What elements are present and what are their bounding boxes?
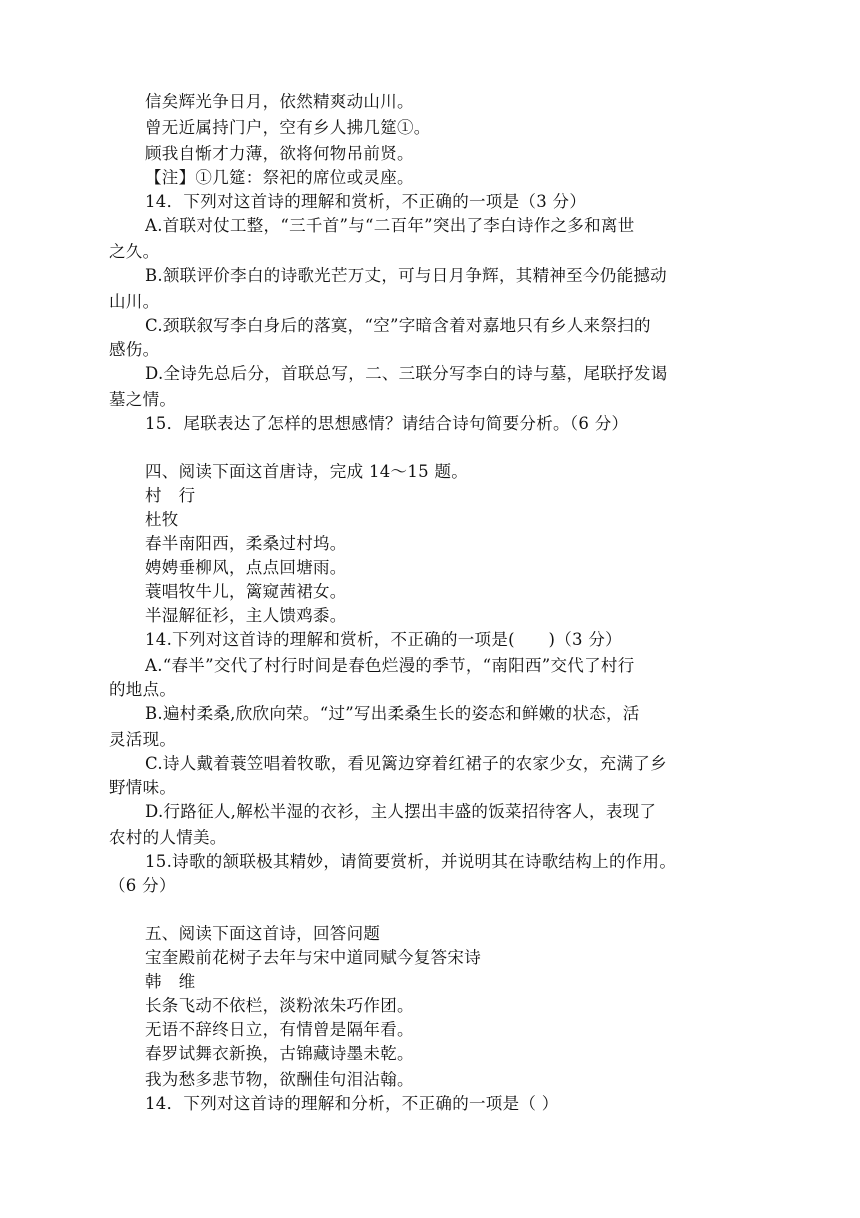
poem-line: 无语不辞终日立，有情曾是隔年看。 bbox=[145, 1020, 414, 1039]
option-c: C.颈联叙写李白身后的落寞，“空”字暗含着对嘉地只有乡人来祭扫的 bbox=[145, 316, 651, 335]
option-b-cont: 灵活现。 bbox=[109, 730, 177, 749]
poem-line: 长条飞动不依栏，淡粉浓朱巧作团。 bbox=[145, 996, 414, 1015]
poem-title: 宝奎殿前花树子去年与宋中道同赋今复答宋诗 bbox=[145, 948, 481, 967]
poem-line: 娉娉垂柳风，点点回塘雨。 bbox=[145, 558, 347, 577]
option-a: A.首联对仗工整，“三千首”与“二百年”突出了李白诗作之多和离世 bbox=[145, 216, 635, 235]
question-14: 14.下列对这首诗的理解和赏析，不正确的一项是( )（3 分） bbox=[145, 630, 622, 649]
poem-line: 顾我自惭才力薄，欲将何物吊前贤。 bbox=[145, 144, 414, 163]
poem-line: 春罗试舞衣新换，古锦藏诗墨未乾。 bbox=[145, 1044, 414, 1063]
poem-author: 杜牧 bbox=[145, 510, 179, 529]
poem-line: 半湿解征衫，主人馈鸡黍。 bbox=[145, 606, 347, 625]
option-c-cont: 感伤。 bbox=[109, 340, 160, 359]
question-15-cont: （6 分） bbox=[109, 876, 176, 895]
poem-author: 韩 维 bbox=[145, 972, 196, 991]
option-a-cont: 之久。 bbox=[109, 242, 160, 261]
option-d-cont: 墓之情。 bbox=[109, 390, 177, 409]
option-a: A.“春半”交代了村行时间是春色烂漫的季节，“南阳西”交代了村行 bbox=[145, 656, 635, 675]
option-d-cont: 农村的人情美。 bbox=[109, 828, 227, 847]
poem-line: 蓑唱牧牛儿，篱窥茜裙女。 bbox=[145, 582, 347, 601]
option-b: B.遍村柔桑,欣欣向荣。“过”写出柔桑生长的姿态和鲜嫩的状态，活 bbox=[145, 704, 640, 723]
question-15: 15．尾联表达了怎样的思想感情？请结合诗句简要分析。（6 分） bbox=[145, 414, 629, 433]
question-14: 14．下列对这首诗的理解和分析，不正确的一项是（ ） bbox=[145, 1094, 559, 1113]
question-14: 14．下列对这首诗的理解和赏析，不正确的一项是（3 分） bbox=[145, 192, 587, 211]
section-heading: 五、阅读下面这首诗，回答问题 bbox=[145, 924, 381, 943]
poem-title: 村 行 bbox=[145, 486, 196, 505]
annotation-note: 【注】①几筵：祭祀的席位或灵座。 bbox=[145, 168, 414, 187]
poem-line: 曾无近属持门户，空有乡人拂几筵①。 bbox=[145, 118, 431, 137]
option-b: B.颔联评价李白的诗歌光芒万丈，可与日月争辉，其精神至今仍能撼动 bbox=[145, 266, 667, 285]
poem-line: 信矣辉光争日月，依然精爽动山川。 bbox=[145, 92, 414, 111]
poem-line: 春半南阳西，柔桑过村坞。 bbox=[145, 534, 347, 553]
question-15: 15.诗歌的颔联极其精妙，请简要赏析，并说明其在诗歌结构上的作用。 bbox=[145, 852, 677, 871]
option-b-cont: 山川。 bbox=[109, 292, 160, 311]
poem-line: 我为愁多悲节物，欲酬佳句泪沾翰。 bbox=[145, 1070, 414, 1089]
section-heading: 四、阅读下面这首唐诗，完成 14～15 题。 bbox=[145, 462, 469, 481]
option-c-cont: 野情味。 bbox=[109, 778, 177, 797]
option-d: D.全诗先总后分，首联总写，二、三联分写李白的诗与墓，尾联抒发谒 bbox=[145, 364, 668, 383]
option-d: D.行路征人,解松半湿的衣衫，主人摆出丰盛的饭菜招待客人，表现了 bbox=[145, 802, 657, 821]
option-a-cont: 的地点。 bbox=[109, 680, 177, 699]
option-c: C.诗人戴着蓑笠唱着牧歌，看见篱边穿着红裙子的农家少女，充满了乡 bbox=[145, 754, 667, 773]
